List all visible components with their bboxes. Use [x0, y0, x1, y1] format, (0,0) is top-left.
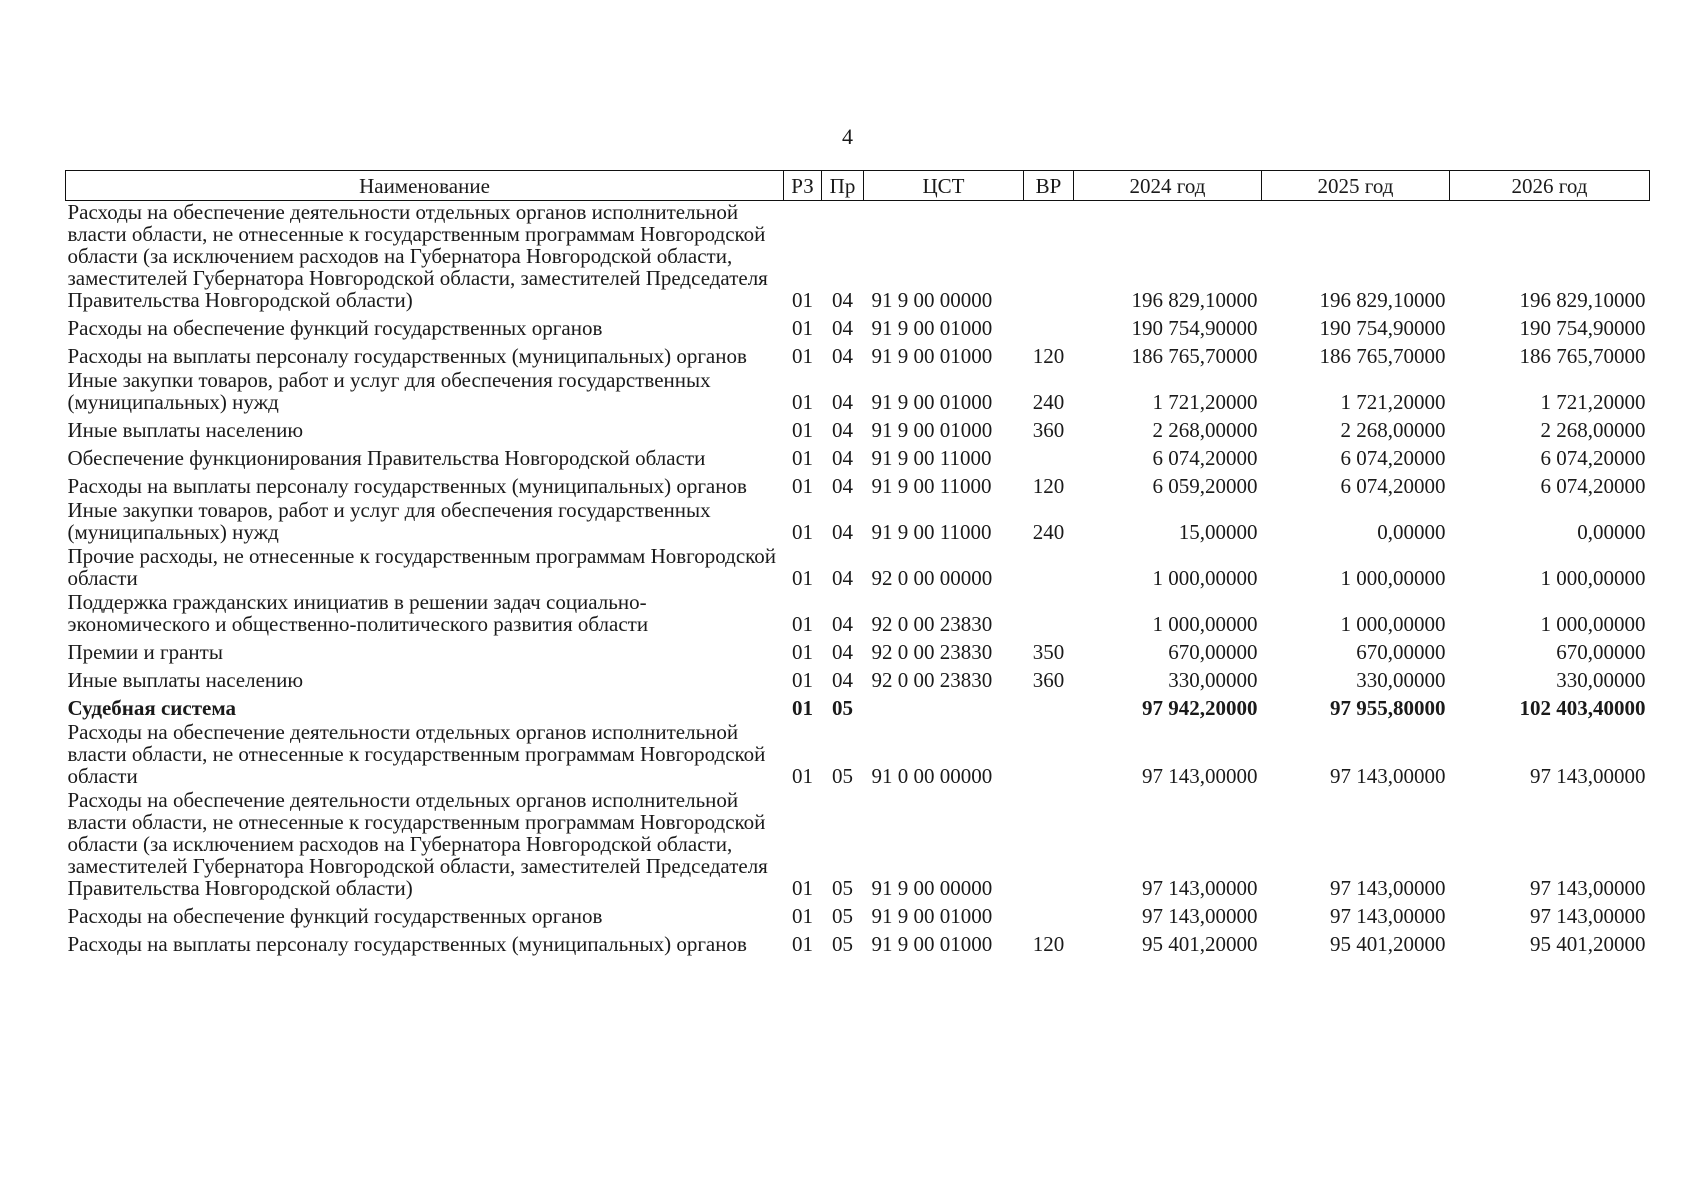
cell-2025: 2 268,00000	[1340, 418, 1446, 442]
cell-rz: 01	[792, 612, 813, 636]
cell-2026: 330,00000	[1556, 668, 1646, 692]
cell-2024: 97 942,20000	[1142, 696, 1258, 720]
cell-2024: 330,00000	[1168, 668, 1258, 692]
cell-2026: 102 403,40000	[1519, 696, 1646, 720]
cell-cst: 92 0 00 23830	[871, 668, 993, 692]
table-row	[66, 201, 1650, 314]
cell-name: Премии и гранты	[67, 640, 223, 664]
table-row	[66, 901, 1650, 929]
page-number: 4	[842, 124, 853, 149]
cell-cst: 91 9 00 01000	[871, 932, 993, 956]
cell-vr	[1024, 545, 1074, 591]
cell-2025: 95 401,20000	[1330, 932, 1446, 956]
cell-pr: 04	[832, 316, 853, 340]
cell-vr: 360	[1032, 418, 1065, 442]
cell-cst: 91 9 00 01000	[871, 344, 993, 368]
cell-name: Прочие расходы, не отнесенные к государственным программам Новгородской области	[67, 544, 777, 590]
cell-name: Поддержка гражданских инициатив в решении задач социально-экономического и общественно-политического развития области	[67, 590, 649, 636]
header-2026: 2026 год	[1450, 171, 1650, 201]
cell-vr: 120	[1032, 932, 1065, 956]
table-row	[66, 415, 1650, 443]
cell-cst: 91 9 00 01000	[871, 418, 993, 442]
cell-2025: 1 721,20000	[1340, 390, 1446, 414]
cell-2024: 2 268,00000	[1152, 418, 1258, 442]
cell-2024: 1 000,00000	[1152, 612, 1258, 636]
cell-2024: 97 143,00000	[1142, 904, 1258, 928]
cell-2026: 2 268,00000	[1540, 418, 1646, 442]
cell-pr: 04	[832, 612, 853, 636]
cell-2026: 190 754,90000	[1519, 316, 1646, 340]
cell-name: Иные закупки товаров, работ и услуг для обеспечения государственных (муниципальных) нужд	[67, 368, 711, 414]
cell-2026: 0,00000	[1577, 520, 1646, 544]
cell-name: Расходы на выплаты персоналу государственных (муниципальных) органов	[67, 344, 747, 368]
cell-cst: 92 0 00 23830	[871, 640, 993, 664]
cell-2025: 97 143,00000	[1330, 764, 1446, 788]
cell-pr: 05	[832, 932, 853, 956]
cell-pr: 04	[832, 640, 853, 664]
cell-vr	[1024, 313, 1074, 341]
cell-rz: 01	[792, 344, 813, 368]
cell-name: Расходы на обеспечение функций государственных органов	[67, 904, 603, 928]
cell-pr: 05	[832, 696, 853, 720]
table-row	[66, 721, 1650, 789]
cell-2026: 196 829,10000	[1519, 288, 1646, 312]
table-row	[66, 341, 1650, 369]
cell-name: Расходы на выплаты персоналу государственных (муниципальных) органов	[67, 474, 747, 498]
cell-2025: 190 754,90000	[1319, 316, 1446, 340]
table-row	[66, 929, 1650, 957]
cell-rz: 01	[792, 566, 813, 590]
cell-pr: 04	[832, 344, 853, 368]
cell-2026: 6 074,20000	[1540, 474, 1646, 498]
cell-pr: 05	[832, 904, 853, 928]
table-row	[66, 637, 1650, 665]
table-row	[66, 693, 1650, 721]
cell-name: Расходы на обеспечение деятельности отдельных органов исполнительной власти области, не отнесенные к государственным программам Новгородской области (за исключением расходов на Губернатора Новгородской области, заместителей Губернатора Новгородской области, заместителей Председателя Правительства Новгородской области)	[67, 200, 768, 312]
cell-2026: 97 143,00000	[1530, 904, 1646, 928]
cell-cst: 91 9 00 01000	[871, 316, 993, 340]
cell-rz: 01	[792, 446, 813, 470]
cell-cst	[864, 693, 1024, 721]
cell-cst: 91 9 00 01000	[871, 390, 993, 414]
cell-2025: 6 074,20000	[1340, 474, 1446, 498]
table-row	[66, 591, 1650, 637]
table-row	[66, 789, 1650, 901]
cell-vr	[1024, 443, 1074, 471]
cell-cst: 92 0 00 00000	[871, 566, 993, 590]
header-rz: РЗ	[784, 171, 822, 201]
cell-cst: 91 0 00 00000	[871, 764, 993, 788]
cell-pr: 04	[832, 288, 853, 312]
cell-cst: 91 9 00 11000	[871, 520, 992, 544]
table-row	[66, 545, 1650, 591]
cell-2024: 97 143,00000	[1142, 876, 1258, 900]
cell-2026: 186 765,70000	[1519, 344, 1646, 368]
cell-vr	[1024, 591, 1074, 637]
cell-cst: 92 0 00 23830	[871, 612, 993, 636]
cell-2024: 6 074,20000	[1152, 446, 1258, 470]
cell-rz: 01	[792, 316, 813, 340]
budget-table	[65, 170, 1650, 957]
cell-rz: 01	[792, 764, 813, 788]
cell-pr: 04	[832, 390, 853, 414]
cell-cst: 91 9 00 00000	[871, 876, 993, 900]
cell-name: Судебная система	[67, 696, 237, 720]
cell-pr: 04	[832, 668, 853, 692]
cell-pr: 04	[832, 446, 853, 470]
cell-2024: 196 829,10000	[1131, 288, 1258, 312]
cell-cst: 91 9 00 11000	[871, 474, 992, 498]
cell-rz: 01	[792, 904, 813, 928]
cell-2026: 1 721,20000	[1540, 390, 1646, 414]
header-name: Наименование	[66, 171, 784, 201]
cell-rz: 01	[792, 932, 813, 956]
cell-2024: 95 401,20000	[1142, 932, 1258, 956]
header-cst: ЦСТ	[864, 171, 1024, 201]
cell-2024: 186 765,70000	[1131, 344, 1258, 368]
header-pr: Пр	[822, 171, 864, 201]
cell-cst: 91 9 00 00000	[871, 288, 993, 312]
cell-rz: 01	[792, 390, 813, 414]
cell-vr	[1024, 789, 1074, 901]
cell-2025: 186 765,70000	[1319, 344, 1446, 368]
table-row	[66, 499, 1650, 545]
table-row	[66, 471, 1650, 499]
table-row	[66, 369, 1650, 415]
cell-name: Расходы на обеспечение деятельности отдельных органов исполнительной власти области, не отнесенные к государственным программам Новгородской области (за исключением расходов на Губернатора Новгородской области, заместителей Губернатора Новгородской области, заместителей Председателя Правительства Новгородской области)	[67, 788, 768, 900]
cell-2026: 1 000,00000	[1540, 612, 1646, 636]
cell-pr: 04	[832, 520, 853, 544]
cell-pr: 04	[832, 566, 853, 590]
cell-2024: 15,00000	[1178, 520, 1258, 544]
cell-pr: 04	[832, 474, 853, 498]
cell-2025: 6 074,20000	[1340, 446, 1446, 470]
cell-2025: 97 955,80000	[1330, 696, 1446, 720]
cell-vr	[1024, 201, 1074, 314]
cell-name: Иные закупки товаров, работ и услуг для обеспечения государственных (муниципальных) нужд	[67, 498, 711, 544]
cell-vr: 120	[1032, 344, 1065, 368]
cell-pr: 05	[832, 876, 853, 900]
header-2025: 2025 год	[1262, 171, 1450, 201]
cell-2026: 1 000,00000	[1540, 566, 1646, 590]
cell-vr	[1024, 901, 1074, 929]
cell-rz: 01	[792, 876, 813, 900]
cell-rz: 01	[792, 474, 813, 498]
header-2024: 2024 год	[1074, 171, 1262, 201]
table-row	[66, 443, 1650, 471]
table-header-row	[66, 171, 1650, 201]
cell-name: Расходы на обеспечение деятельности отдельных органов исполнительной власти области, не отнесенные к государственным программам Новгородской области	[67, 720, 766, 788]
cell-2024: 190 754,90000	[1131, 316, 1258, 340]
cell-vr: 240	[1032, 520, 1065, 544]
cell-rz: 01	[792, 668, 813, 692]
cell-pr: 05	[832, 764, 853, 788]
cell-2025: 196 829,10000	[1319, 288, 1446, 312]
cell-cst: 91 9 00 01000	[871, 904, 993, 928]
cell-name: Расходы на выплаты персоналу государственных (муниципальных) органов	[67, 932, 747, 956]
cell-2025: 1 000,00000	[1340, 612, 1446, 636]
cell-2026: 97 143,00000	[1530, 764, 1646, 788]
cell-cst: 91 9 00 11000	[871, 446, 992, 470]
cell-2024: 6 059,20000	[1152, 474, 1258, 498]
cell-2025: 670,00000	[1356, 640, 1446, 664]
header-vr: ВР	[1024, 171, 1074, 201]
cell-2026: 6 074,20000	[1540, 446, 1646, 470]
cell-pr: 04	[832, 418, 853, 442]
table-row	[66, 313, 1650, 341]
cell-2025: 330,00000	[1356, 668, 1446, 692]
cell-2025: 97 143,00000	[1330, 904, 1446, 928]
cell-rz: 01	[792, 696, 813, 720]
cell-name: Расходы на обеспечение функций государственных органов	[67, 316, 603, 340]
cell-vr: 240	[1032, 390, 1065, 414]
cell-2024: 1 721,20000	[1152, 390, 1258, 414]
cell-name: Иные выплаты населению	[67, 418, 304, 442]
cell-2024: 1 000,00000	[1152, 566, 1258, 590]
cell-2026: 97 143,00000	[1530, 876, 1646, 900]
cell-vr: 350	[1032, 640, 1065, 664]
cell-2025: 97 143,00000	[1330, 876, 1446, 900]
cell-name: Обеспечение функционирования Правительства Новгородской области	[67, 446, 706, 470]
cell-2026: 95 401,20000	[1530, 932, 1646, 956]
cell-2025: 1 000,00000	[1340, 566, 1446, 590]
cell-2025: 0,00000	[1377, 520, 1446, 544]
cell-2024: 97 143,00000	[1142, 764, 1258, 788]
cell-vr: 120	[1032, 474, 1065, 498]
cell-rz: 01	[792, 640, 813, 664]
cell-vr	[1024, 693, 1074, 721]
cell-vr: 360	[1032, 668, 1065, 692]
cell-rz: 01	[792, 288, 813, 312]
cell-rz: 01	[792, 418, 813, 442]
cell-2024: 670,00000	[1168, 640, 1258, 664]
cell-vr	[1024, 721, 1074, 789]
table-row	[66, 665, 1650, 693]
cell-rz: 01	[792, 520, 813, 544]
cell-2026: 670,00000	[1556, 640, 1646, 664]
cell-name: Иные выплаты населению	[67, 668, 304, 692]
